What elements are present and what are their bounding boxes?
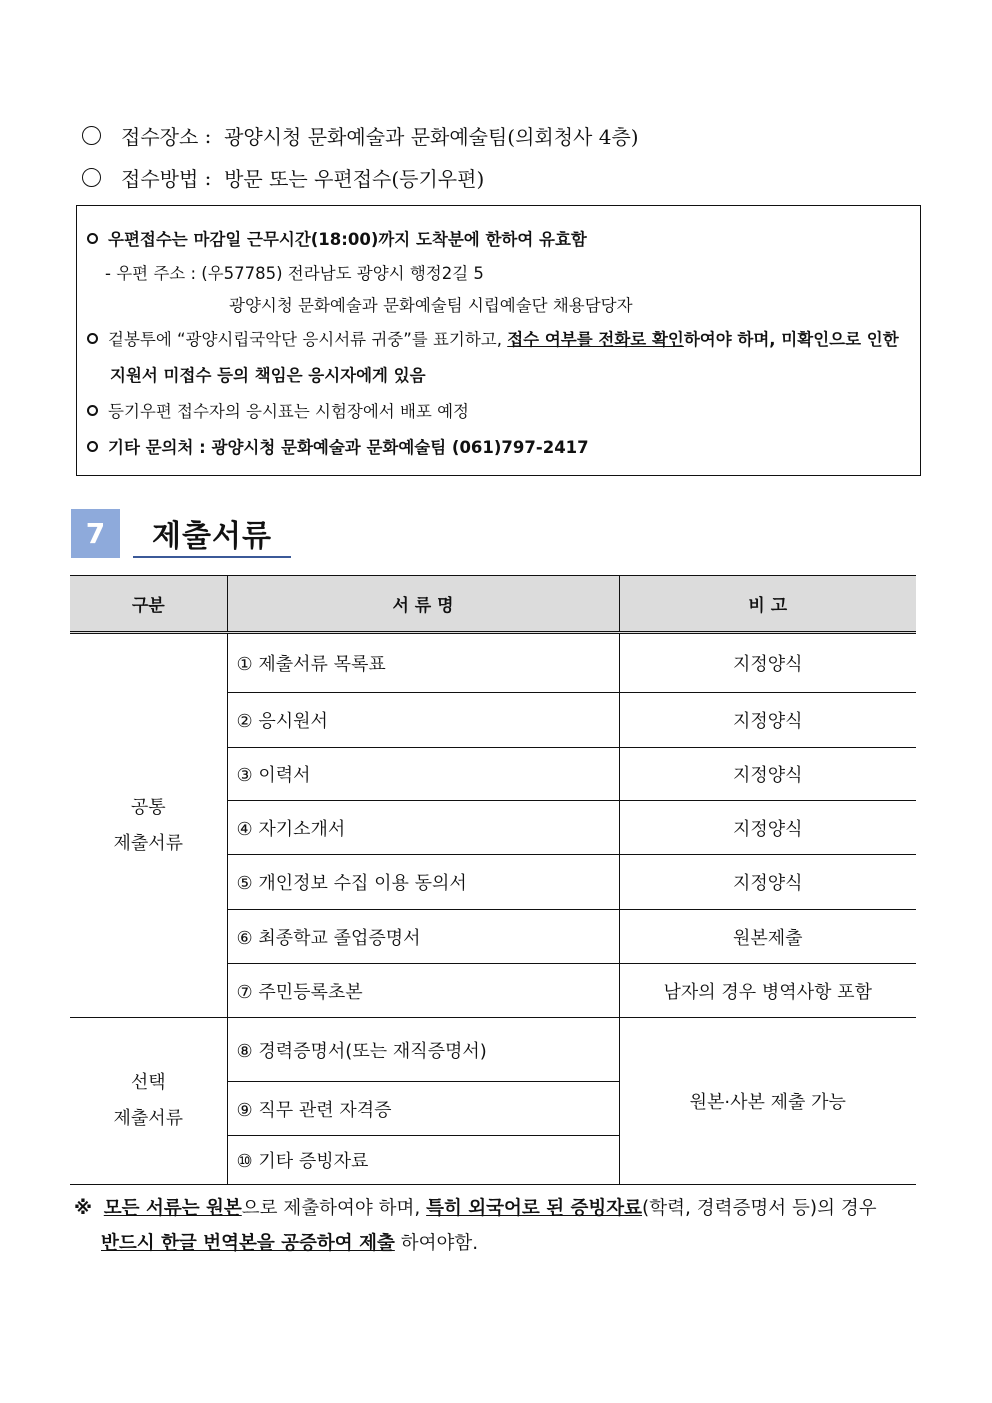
reception-method-label: 접수방법 — [121, 167, 199, 191]
header-document-name: 서 류 명 — [227, 576, 619, 633]
document-name: ④ 자기소개서 — [227, 801, 619, 855]
document-note: 지정양식 — [619, 748, 916, 801]
document-name: ⑤ 개인정보 수집 이용 동의서 — [227, 855, 619, 910]
header-remarks: 비 고 — [619, 576, 916, 633]
document-note: 지정양식 — [619, 801, 916, 855]
hollow-bullet-icon — [87, 441, 98, 452]
footnote-line1: ※ 모든 서류는 원본으로 제출하여야 하며, 특히 외국어로 된 증빙자료(학력, 경력증명서 등)의 경우 — [74, 1198, 877, 1219]
notice-box — [76, 205, 921, 476]
table-header-row — [70, 576, 916, 633]
document-name: ② 응시원서 — [227, 693, 619, 748]
document-note: 지정양식 — [619, 633, 916, 693]
notice-contact: 기타 문의처 : 광양시청 문화예술과 문화예술팀 (061)797-2417 — [87, 434, 589, 458]
document-note: 지정양식 — [619, 693, 916, 748]
document-name: ⑩ 기타 증빙자료 — [227, 1136, 619, 1185]
document-note: 남자의 경우 병역사항 포함 — [619, 964, 916, 1018]
document-name: ⑥ 최종학교 졸업증명서 — [227, 910, 619, 964]
table-row — [70, 633, 916, 693]
document-name: ③ 이력서 — [227, 748, 619, 801]
notice-admission-ticket: 등기우편 접수자의 응시표는 시험장에서 배포 예정 — [87, 398, 469, 422]
notice-envelope: 겉봉투에 “광양시립국악단 응시서류 귀중”를 표기하고, 접수 여부를 전화로 확인하여야 하며, 미확인으로 인한 — [87, 326, 899, 350]
reception-place-value: 광양시청 문화예술과 문화예술팀(의회청사 4층) — [224, 125, 639, 149]
reception-method-line: 접수방법 : 방문 또는 우편접수(등기우편) — [82, 163, 484, 192]
document-name: ① 제출서류 목록표 — [227, 633, 619, 693]
document-note: 지정양식 — [619, 855, 916, 910]
document-note: 원본제출 — [619, 910, 916, 964]
document-name: ⑦ 주민등록초본 — [227, 964, 619, 1018]
circle-bullet-icon — [82, 168, 101, 187]
section-title: 제출서류 — [152, 519, 272, 554]
table-row — [70, 1018, 916, 1082]
notice-postal-recipient: 광양시청 문화예술과 문화예술팀 시립예술단 채용담당자 — [229, 296, 633, 315]
optional-note: 원본·사본 제출 가능 — [619, 1018, 916, 1185]
notice-responsibility: 지원서 미접수 등의 책임은 응시자에게 있음 — [110, 366, 426, 385]
footnote-line2: 반드시 한글 번역본을 공증하여 제출 하여야함. — [101, 1233, 479, 1254]
notice-postal-address: - 우편 주소 : (우57785) 전라남도 광양시 행정2길 5 — [105, 264, 484, 283]
category-common: 공통 제출서류 — [70, 633, 227, 1018]
document-name: ⑧ 경력증명서(또는 재직증명서) — [227, 1018, 619, 1082]
reception-place-line: 접수장소 : 광양시청 문화예술과 문화예술팀(의회청사 4층) — [82, 121, 639, 150]
hollow-bullet-icon — [87, 333, 98, 344]
category-optional: 선택 제출서류 — [70, 1018, 227, 1185]
documents-table — [70, 575, 916, 1185]
hollow-bullet-icon — [87, 405, 98, 416]
notice-postal-deadline: 우편접수는 마감일 근무시간(18:00)까지 도착분에 한하여 유효함 — [87, 226, 587, 250]
section-underline — [133, 556, 291, 558]
hollow-bullet-icon — [87, 233, 98, 244]
circle-bullet-icon — [82, 126, 101, 145]
reception-method-value: 방문 또는 우편접수(등기우편) — [224, 167, 485, 191]
section-number: 7 — [71, 509, 120, 558]
notice-phone-confirm: 접수 여부를 전화로 확인 — [507, 330, 684, 349]
header-category: 구분 — [70, 576, 227, 633]
document-name: ⑨ 직무 관련 자격증 — [227, 1082, 619, 1136]
reference-mark-icon: ※ — [74, 1198, 92, 1219]
reception-place-label: 접수장소 — [121, 125, 199, 149]
